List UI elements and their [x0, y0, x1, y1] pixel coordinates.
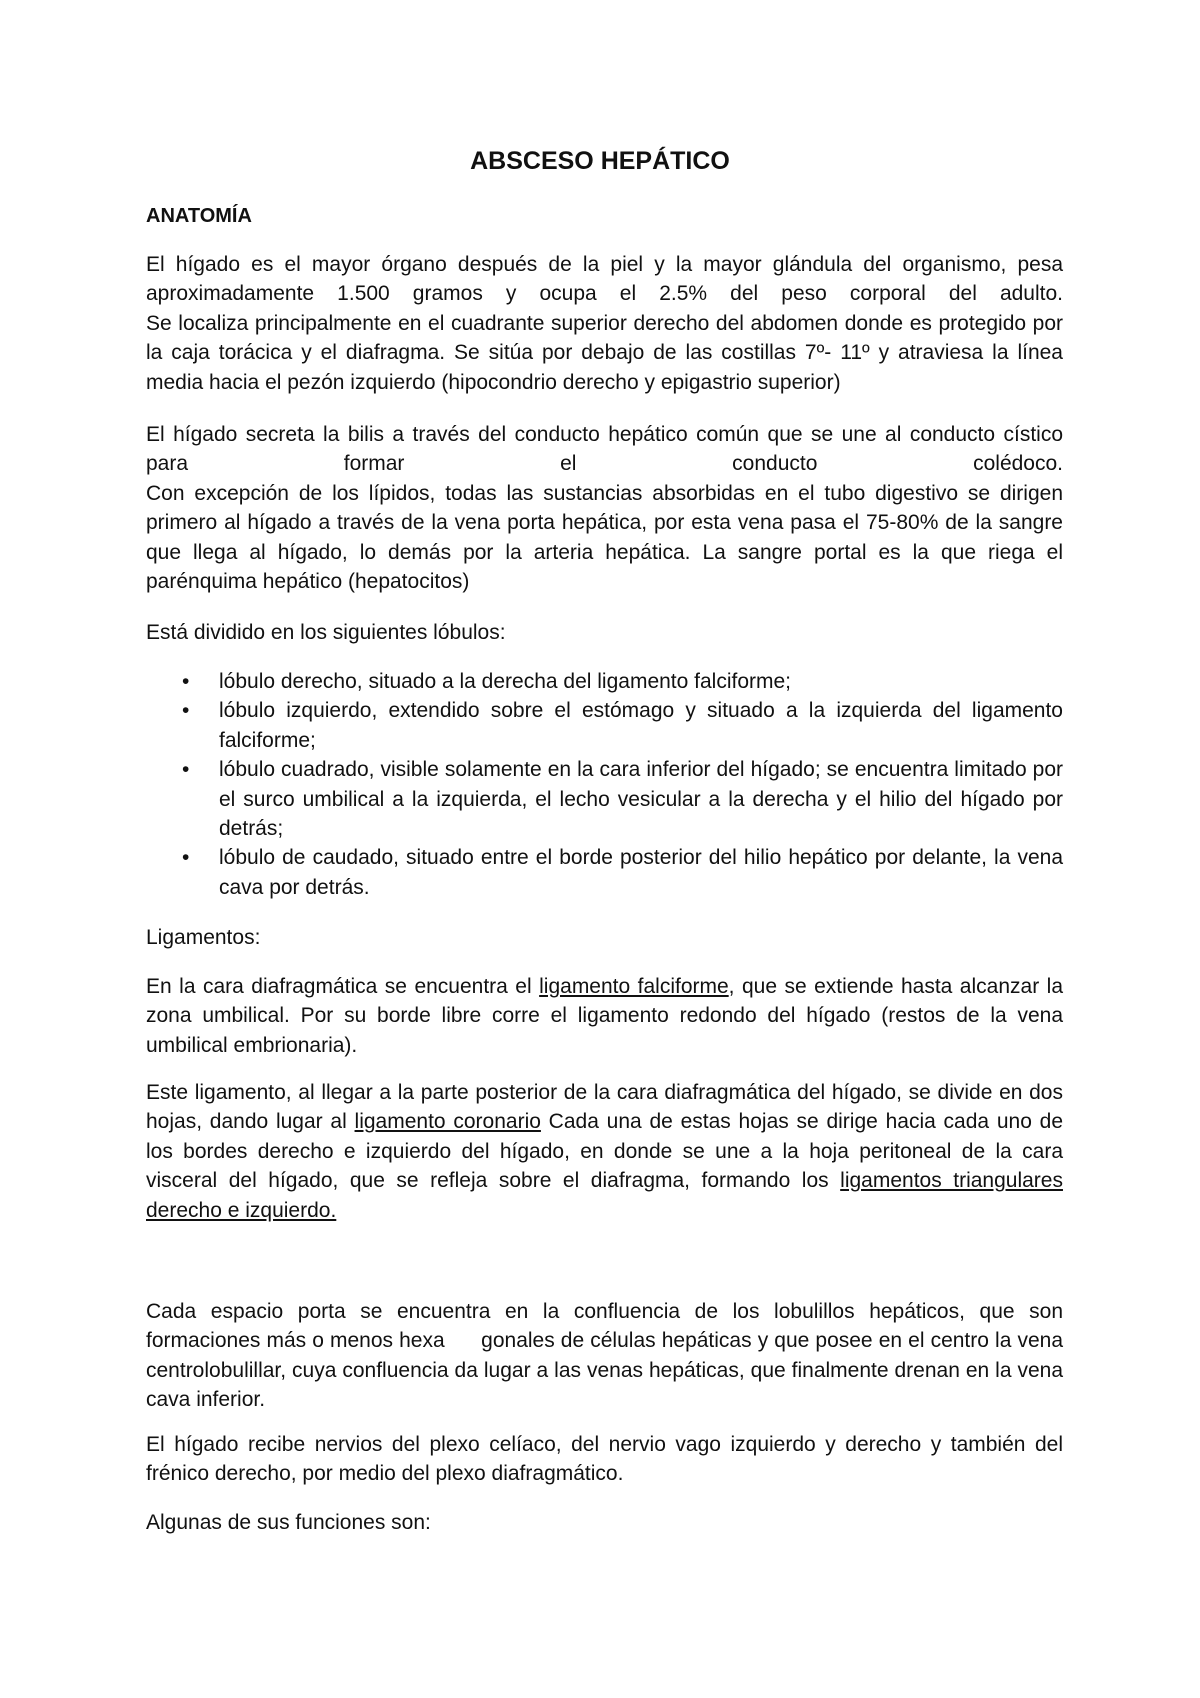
paragraph-text [146, 972, 1063, 1060]
link-ligamentos-triangulares[interactable]: ligamentos triangulares [840, 1169, 1063, 1193]
paragraph-text: Está dividido en los siguientes lóbulos: [146, 621, 506, 644]
section-heading: ANATOMÍA [146, 205, 252, 227]
lobes-list [146, 667, 1063, 902]
list-item [146, 696, 1063, 755]
paragraph-functions [146, 1508, 1063, 1537]
paragraph-text: El hígado recibe nervios del plexo celíaco, del nervio vago izquierdo y derecho y también del frénico derecho, por medio del plexo diafragmático. [146, 1433, 1063, 1486]
list-item-text: lóbulo cuadrado, visible solamente en la cara inferior del hígado; se encuentra limitado por el surco umbilical a la izquierda, el lecho vesicular a la derecha y el hilio del hígado por detrás; [219, 758, 1063, 841]
bullet-icon: • [182, 699, 190, 723]
paragraph-liver-intro [146, 250, 1063, 397]
paragraph-text: El hígado es el mayor órgano después de la piel y la mayor glándula del organismo, pesa aproximadamente 1.500 gramos y ocupa el 2.5% del peso corporal del adulto. [146, 253, 1063, 306]
paragraph-portal-space [146, 1297, 1069, 1415]
paragraph-bile [146, 420, 1063, 596]
text-run: Cada una de estas hojas se dirige hacia cada uno de los bordes derecho e izquierdo del hígado, en donde se une a la hoja peritoneal de la cara visceral del hígado, que se refleja sobre el diafragma, formando los [146, 1110, 1064, 1193]
list-item [146, 755, 1063, 843]
list-item [146, 843, 1063, 902]
bullet-icon: • [182, 846, 190, 870]
link-ligamento-coronario[interactable]: ligamento coronario [354, 1110, 541, 1134]
link-derecho-izquierdo[interactable]: derecho e izquierdo. [146, 1198, 337, 1222]
paragraph-text: Algunas de sus funciones son: [146, 1511, 431, 1534]
text-run: Este ligamento, al llegar a la parte posterior de la cara diafragmática del hígado, se divide en dos hojas, dando lugar al [146, 1081, 1063, 1134]
paragraph-text: Se localiza principalmente en el cuadrante superior derecho del abdomen donde es protegido por la caja torácica y el diafragma. Se sitúa por debajo de las costillas 7º- 11º y atraviesa la línea media hacia el pezón izquierdo (hipocondrio derecho y epigastrio superior) [146, 311, 1063, 394]
bullet-icon: • [182, 670, 190, 693]
bullet-icon: • [182, 758, 190, 782]
paragraph-falciform [146, 972, 1063, 1060]
link-ligamento-falciforme[interactable]: ligamento falciforme [539, 975, 729, 998]
text-run: En la cara diafragmática se encuentra el [146, 975, 540, 998]
paragraph-text: El hígado secreta la bilis a través del conducto hepático común que se une al conducto cístico para formar el conducto colédoco. [146, 423, 1063, 476]
document-title: ABSCESO HEPÁTICO [470, 147, 730, 175]
list-item-text: lóbulo derecho, situado a la derecha del ligamento falciforme; [219, 670, 792, 693]
paragraph-text: Con excepción de los lípidos, todas las sustancias absorbidas en el tubo digestivo se dirigen primero al hígado a través de la vena porta hepática, por esta vena pasa el 75-80% de la sangre que llega al hígado, lo demás por la arteria hepática. La sangre portal es la que riega el parénquima hepático (hepatocitos) [146, 481, 1063, 594]
list-item-text: lóbulo de caudado, situado entre el borde posterior del hilio hepático por delante, la vena cava por detrás. [219, 846, 1063, 899]
paragraph-text [146, 1078, 1063, 1225]
paragraph-text: Ligamentos: [146, 926, 261, 949]
lobes-intro [146, 618, 1063, 647]
list-item [146, 667, 1063, 696]
paragraph-nerves [146, 1430, 1063, 1489]
ligaments-label [146, 923, 1063, 952]
paragraph-text: Cada espacio porta se encuentra en la confluencia de los lobulillos hepáticos, que son formaciones más o menos hexa gonales de células hepáticas y que posee en el centro la vena centrolobulillar, cuya confluencia da lugar a las venas hepáticas, que finalmente drenan en la vena cava inferior. [146, 1300, 1069, 1412]
list-item-text: lóbulo izquierdo, extendido sobre el estómago y situado a la izquierda del ligamento falciforme; [219, 699, 1063, 752]
text-run: , que se extiende hasta alcanzar la zona umbilical. Por su borde libre corre el ligamento redondo del hígado (restos de la vena umbilical embrionaria). [146, 975, 1063, 1057]
paragraph-coronary [146, 1078, 1063, 1225]
